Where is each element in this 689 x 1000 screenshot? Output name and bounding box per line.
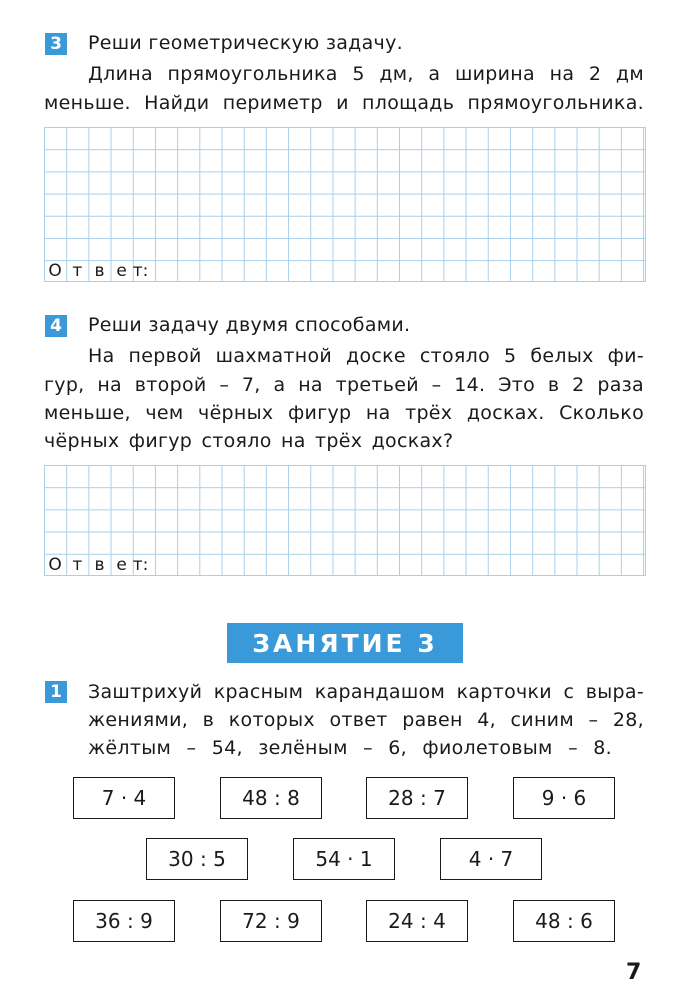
task-1-text-line-3: жёлтым – 54, зелёным – 6, фиолетовым – 8. xyxy=(88,737,612,759)
answer-letter: в xyxy=(94,555,105,575)
expression-card[interactable]: 28 : 7 xyxy=(366,777,468,819)
answer-letter: е xyxy=(116,261,127,281)
task-4-text-line-3: меньше, чем чёрных фигур на трёх досках. Сколько xyxy=(44,402,644,424)
expression-card[interactable]: 72 : 9 xyxy=(220,900,322,942)
expression-card[interactable]: 36 : 9 xyxy=(73,900,175,942)
task-4-text-line-4: чёрных фигур стояло на трёх досках? xyxy=(44,430,454,452)
task-3-number-badge: 3 xyxy=(45,33,67,55)
task-4-answer-grid[interactable] xyxy=(44,465,646,576)
expression-card[interactable]: 4 · 7 xyxy=(440,838,542,880)
answer-letter: О xyxy=(48,261,62,281)
page-number: 7 xyxy=(626,960,642,985)
expression-card[interactable]: 48 : 8 xyxy=(220,777,322,819)
expression-card[interactable]: 30 : 5 xyxy=(146,838,248,880)
expression-card[interactable]: 7 · 4 xyxy=(73,777,175,819)
task-4-answer-label xyxy=(44,554,155,576)
task-3-answer-grid[interactable] xyxy=(44,127,646,282)
task-4-text-line-2: гур, на второй – 7, а на третьей – 14. Это в 2 раза xyxy=(44,374,644,396)
task-3-answer-label xyxy=(44,260,155,282)
answer-letter: т: xyxy=(132,261,149,281)
task-3-text-line-2: меньше. Найди периметр и площадь прямоугольника. xyxy=(44,92,644,114)
task-3-text-line-1: Длина прямоугольника 5 дм, а ширина на 2 дм xyxy=(88,63,644,85)
answer-letter: е xyxy=(116,555,127,575)
task-1-text-line-2: жениями, в которых ответ равен 4, синим – 28, xyxy=(88,709,644,731)
answer-letter: О xyxy=(48,555,62,575)
expression-card[interactable]: 9 · 6 xyxy=(513,777,615,819)
answer-letter: в xyxy=(94,261,105,281)
task-4-number-badge: 4 xyxy=(45,315,67,337)
task-1-number-badge: 1 xyxy=(45,681,67,703)
task-4-title: Реши задачу двумя способами. xyxy=(88,314,411,336)
answer-letter: т: xyxy=(132,555,149,575)
lesson-title-banner: ЗАНЯТИЕ 3 xyxy=(227,623,463,663)
expression-card[interactable]: 48 : 6 xyxy=(513,900,615,942)
task-4-text-line-1: На первой шахматной доске стояло 5 белых фи- xyxy=(88,345,644,367)
answer-letter: т xyxy=(72,555,83,575)
task-1-text-line-1: Заштрихуй красным карандашом карточки с выра- xyxy=(88,681,644,703)
answer-letter: т xyxy=(72,261,83,281)
expression-card[interactable]: 24 : 4 xyxy=(366,900,468,942)
task-3-title: Реши геометрическую задачу. xyxy=(88,32,403,54)
expression-card[interactable]: 54 · 1 xyxy=(293,838,395,880)
